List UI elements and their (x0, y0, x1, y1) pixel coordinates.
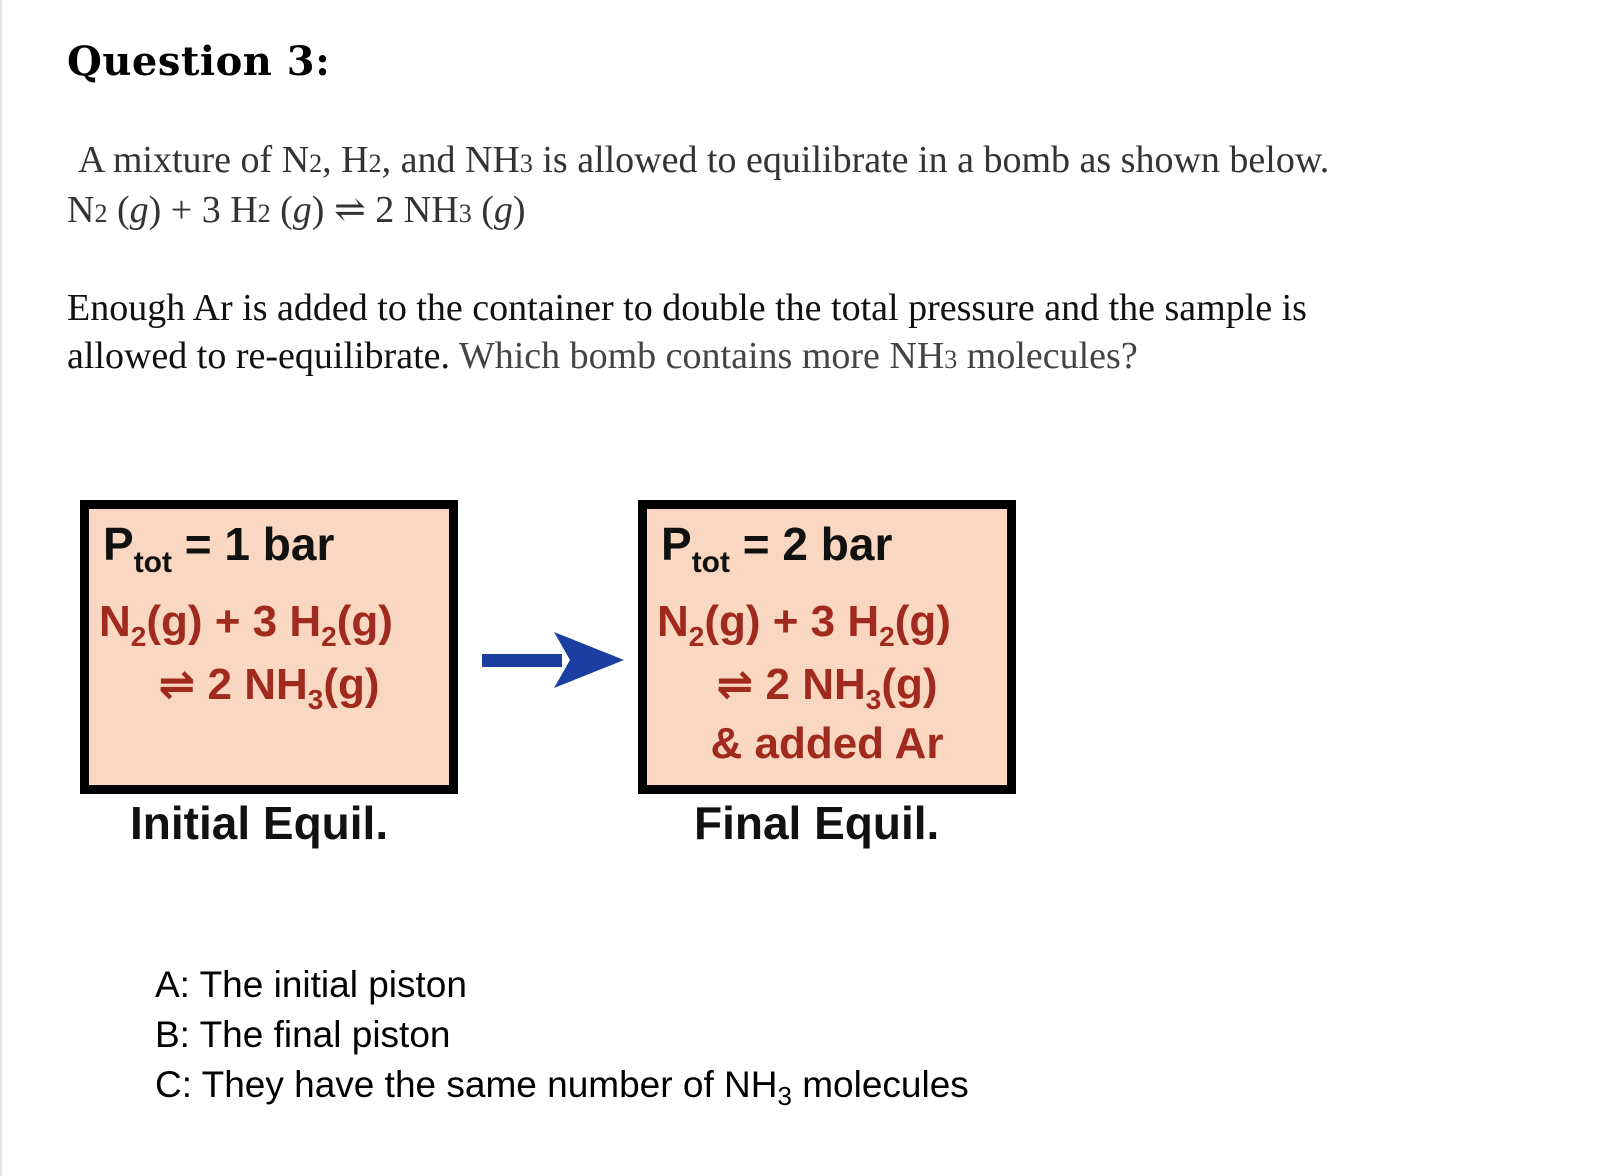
option-b[interactable]: B: The final piston (155, 1014, 451, 1055)
question-body-line-2: allowed to re-equilibrate. Which bomb contains more NH3 molecules? (67, 335, 1138, 377)
final-equil-caption: Final Equil. (694, 797, 940, 849)
answer-options (155, 960, 969, 1113)
right-arrow-icon (482, 630, 624, 690)
initial-equil-caption: Initial Equil. (130, 797, 389, 849)
option-a[interactable]: A: The initial piston (155, 964, 467, 1005)
initial-bomb-box (80, 500, 458, 794)
final-added-argon-label: & added Ar (710, 719, 944, 768)
initial-pressure-label: $P_{tot} = 1$ bar (103, 518, 335, 579)
question-intro-line: A mixture of N2, H2, and NH3 is allowed to equilibrate in a bomb as shown below. (78, 139, 1330, 181)
question-body-line-1: Enough Ar is added to the container to double the total pressure and the sample is (67, 287, 1307, 329)
question-title: Question 3: (67, 38, 331, 85)
initial-reaction-line-2: ⇌ 2 $NH_3(g)$ (158, 660, 380, 715)
reaction-equation: N2 (g) + 3 H2 (g) ⇌ 2 NH3 (g) (67, 189, 526, 231)
option-c[interactable]: C: They have the same number of $NH_3$ molecules (155, 1064, 969, 1111)
initial-reaction-line-1: $N_2(g) + 3$ $H_2(g)$ (99, 597, 393, 652)
final-reaction-line-2: ⇌ 2 $NH_3(g)$ (716, 660, 938, 715)
final-reaction-line-1: $N_2(g) + 3$ $H_2(g)$ (657, 597, 951, 652)
final-pressure-label: $P_{tot} = 2$ bar (661, 518, 893, 579)
final-bomb-box (638, 500, 1016, 794)
